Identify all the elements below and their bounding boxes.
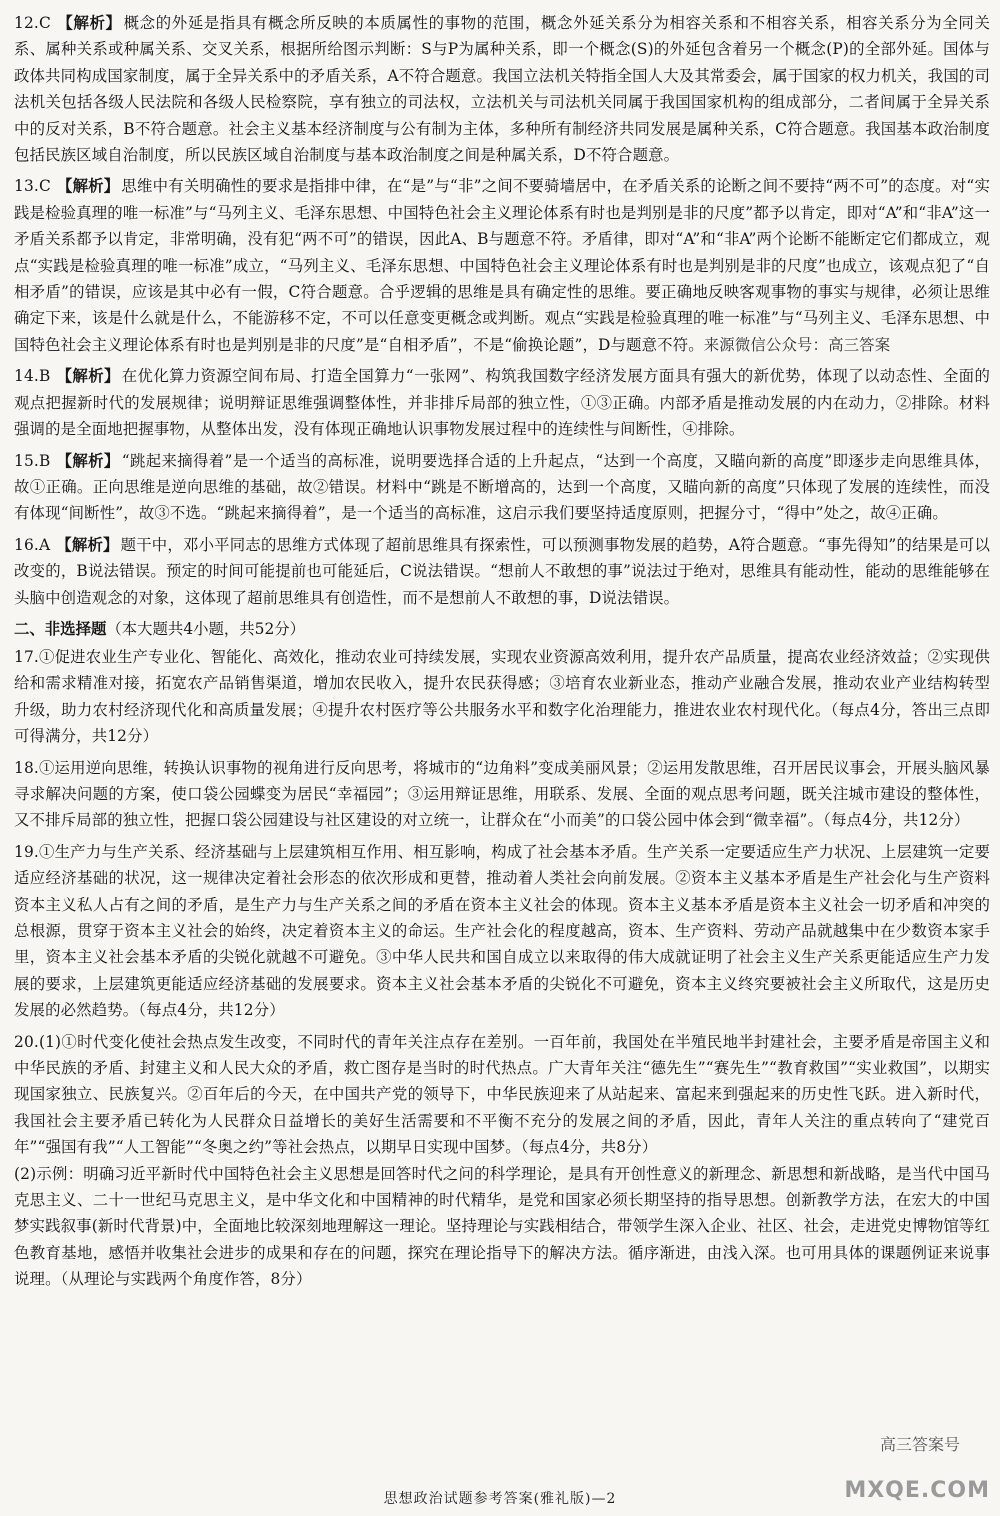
analysis-tag: 【解析】 bbox=[56, 177, 120, 196]
answer-paragraph bbox=[14, 1029, 990, 1161]
section-note: （本大题共4小题，共52分） bbox=[106, 619, 306, 638]
analysis-text: 题干中，邓小平同志的思维方式体现了超前思维具有探索性，可以预测事物发展的趋势，A符合题意。“事先得知”的结果是可以改变的，B说法错误。预定的时间可能提前也可能延后，C说法错误。“想前人不敢想的事”说法过于绝对，思维具有能动性，能动的思维能够在头脑中创造观念的对象，这体现了超前思维具有创造性，而不是想前人不敢想的事，D说法错误。 bbox=[14, 535, 990, 607]
analysis-tag: 【解析】 bbox=[56, 535, 119, 554]
answer-paragraph bbox=[14, 363, 990, 442]
answer-paragraph bbox=[14, 10, 990, 168]
answer-item-20 bbox=[14, 1029, 990, 1293]
question-number: 19. bbox=[14, 842, 39, 861]
analysis-text: 在优化算力资源空间布局、打造全国算力“一张网”、构筑我国数字经济发展方面具有强大的新优势，体现了以动态性、全面的观点把握新时代的发展规律；说明辩证思维强调整体性，并非排斥局部的独立性，①③正确。内部矛盾是推动发展的内在动力，②排除。材料强调的是全面地把握事物，从整体出发，没有体现正确地认识事物发展过程中的连续性与间断性，④排除。 bbox=[14, 367, 991, 439]
answer-item-13 bbox=[14, 173, 990, 358]
answer-item-18 bbox=[14, 755, 990, 834]
watermark-logo: MXQE.COM bbox=[844, 1478, 990, 1503]
analysis-text: 概念的外延是指具有概念所反映的本质属性的事物的范围，概念外延关系分为相容关系和不相容关系，相容关系分为全同关系、属种关系或种属关系、交叉关系，根据所给图示判断：S与P为属种关系，即一个概念(S)的外延包含着另一个概念(P)的全部外延。国体与政体共同构成国家制度，属于全异关系中的矛盾关系，A不符合题意。我国立法机关特指全国人大及其常委会，属于国家的权力机关，我国的司法机关包括各级人民法院和各级人民检察院，享有独立的司法权，立法机关与司法机关同属于我国国家机构的组成部分，二者间属于全异关系中的反对关系，B不符合题意。社会主义基本经济制度与公有制为主体，多种所有制经济共同发展是属种关系，C符合题意。我国基本政治制度包括民族区域自治制度，所以民族区域自治制度与基本政治制度之间是种属关系，D不符合题意。 bbox=[14, 14, 990, 165]
source-note: 来源微信公众号：高三答案 bbox=[703, 335, 891, 354]
answer-text: ①促进农业生产专业化、智能化、高效化，推动农业可持续发展，实现农业资源高效利用，提升农产品质量，提高农业经济效益；②实现供给和需求精准对接，拓宽农产品销售渠道，增加农民收入，提升农民获得感；③培育农业新业态，推动产业融合发展，推动农业产业结构转型升级，助力农村经济现代化和高质量发展；④提升农村医疗等公共服务水平和数字化治理能力，推进农业农村现代化。（每点4分，答出三点即可得满分，共12分） bbox=[14, 647, 990, 746]
answer-text: ①运用逆向思维，转换认识事物的视角进行反向思考，将城市的“边角料”变成美丽风景；②运用发散思维，召开居民议事会，开展头脑风暴寻求解决问题的方案，使口袋公园蝶变为居民“幸福园”；③运用辩证思维，用联系、发展、全面的观点思考问题，既关注城市建设的整体性，又不排斥局部的独立性，把握口袋公园建设与社区建设的对立统一，让群众在“小而美”的口袋公园中体会到“微幸福”。（每点4分，共12分） bbox=[14, 758, 990, 830]
answer-letter: C bbox=[38, 177, 51, 196]
answer-letter: C bbox=[38, 14, 51, 32]
answer-item-19 bbox=[14, 839, 990, 1024]
answer-paragraph-part2 bbox=[14, 1161, 990, 1293]
answer-letter: B bbox=[38, 451, 51, 470]
answer-item-16 bbox=[14, 532, 990, 611]
question-number: 15. bbox=[14, 451, 39, 470]
analysis-text: “跳起来摘得着”是一个适当的高标准，说明要选择合适的上升起点，“达到一个高度，又瞄向新的高度”即逐步走向思维具体，故①正确。正向思维是逆向思维的基础，故②错误。材料中“跳是不断增高的，达到一个高度，又瞄向新的高度”只体现了发展的连续性，而没有体现“间断性”，故③不选。“跳起来摘得着”，是一个适当的高标准，这启示我们要坚持适度原则，把握分寸，“得中”处之，故④正确。 bbox=[14, 451, 990, 523]
page-footer: 思想政治试题参考答案(雅礼版)—2 bbox=[383, 1491, 617, 1507]
answer-paragraph bbox=[14, 448, 990, 527]
answer-text: (1)①时代变化使社会热点发生改变，不同时代的青年关注点存在差别。一百年前，我国处在半殖民地半封建社会，主要矛盾是帝国主义和中华民族的矛盾、封建主义和人民大众的矛盾，救亡图存是当时的时代热点。广大青年关注“德先生”“赛先生”“教育救国”“实业救国”，以期实现国家独立、民族复兴。②百年后的今天，在中国共产党的领导下，中华民族迎来了从站起来、富起来到强起来的历史性飞跃。进入新时代，我国社会主要矛盾已转化为人民群众日益增长的美好生活需要和不平衡不充分的发展之间的矛盾，因此，青年人关注的重点转向了“建党百年”“强国有我”“人工智能”“冬奥之约”等社会热点，以期早日实现中国梦。（每点4分，共8分） bbox=[14, 1032, 990, 1157]
analysis-tag: 【解析】 bbox=[56, 451, 120, 470]
answer-item-15 bbox=[14, 448, 990, 527]
question-number: 16. bbox=[14, 535, 39, 554]
question-number: 18. bbox=[14, 758, 39, 777]
analysis-text: 思维中有关明确性的要求是指排中律，在“是”与“非”之间不要骑墙居中，在矛盾关系的论断之间不要持“两不可”的态度。对“实践是检验真理的唯一标准”与“马列主义、毛泽东思想、中国特色社会主义理论体系有时也是判别是非的尺度”都予以肯定，即对“A”和“非A”这一矛盾关系都予以肯定，非常明确，没有犯“两不可”的错误，因此A、B与题意不符。矛盾律，即对“A”和“非A”两个论断不能断定它们都成立，观点“实践是检验真理的唯一标准”成立，“马列主义、毛泽东思想、中国特色社会主义理论体系有时也是判别是非的尺度”也成立，该观点犯了“自相矛盾”的错误，应该是其中必有一假，C符合题意。合乎逻辑的思维是具有确定性的思维。要正确地反映客观事物的事实与规律，必须让思维确定下来，该是什么就是什么，不能游移不定，不可以任意变更概念或判断。观点“实践是检验真理的唯一标准”与“马列主义、毛泽东思想、中国特色社会主义理论体系有时也是判别是非的尺度”是“自相矛盾”，不是“偷换论题”，D与题意不符。 bbox=[14, 177, 990, 354]
watermark-text: 高三答案号 bbox=[879, 1435, 960, 1454]
answer-paragraph bbox=[14, 755, 990, 834]
answer-page bbox=[14, 10, 990, 1298]
question-number: 14. bbox=[14, 367, 39, 386]
section-title: 二、非选择题 bbox=[14, 619, 107, 638]
question-number: 12. bbox=[14, 14, 39, 32]
answer-item-17 bbox=[14, 644, 990, 750]
question-number: 20. bbox=[14, 1032, 39, 1051]
section-heading bbox=[14, 616, 990, 642]
answer-letter: A bbox=[38, 535, 51, 554]
analysis-tag: 【解析】 bbox=[56, 367, 120, 386]
answer-text: ①生产力与生产关系、经济基础与上层建筑相互作用、相互影响，构成了社会基本矛盾。生产关系一定要适应生产力状况、上层建筑一定要适应经济基础的状况，这一规律决定着社会形态的依次形成和更替，推动着人类社会向前发展。②资本主义基本矛盾是生产社会化与生产资料资本主义私人占有之间的矛盾，是生产力与生产关系之间的矛盾在资本主义社会的体现。资本主义基本矛盾是资本主义社会一切矛盾和冲突的总根源，贯穿于资本主义社会的始终，决定着资本主义的命运。生产社会化的程度越高，资本、生产资料、劳动产品就越集中在少数资本家手里，资本主义社会基本矛盾的尖锐化就越不可避免。③中华人民共和国自成立以来取得的伟大成就证明了社会主义生产关系更能适应生产力发展的要求，上层建筑更能适应经济基础的发展要求。资本主义社会基本矛盾的尖锐化不可避免，资本主义终究要被社会主义所取代，这是历史发展的必然趋势。（每点4分，共12分） bbox=[14, 842, 990, 1020]
question-number: 13. bbox=[14, 177, 39, 196]
answer-paragraph bbox=[14, 644, 990, 750]
answer-item-14 bbox=[14, 363, 990, 442]
answer-paragraph bbox=[14, 173, 990, 358]
answer-text: (2)示例：明确习近平新时代中国特色社会主义思想是回答时代之问的科学理论，是具有开创性意义的新理念、新思想和新战略，是当代中国马克思主义、二十一世纪马克思主义，是中华文化和中国精神的时代精华，是党和国家必须长期坚持的指导思想。创新教学方法，在宏大的中国梦实践叙事(新时代背景)中，全面地比较深刻地理解这一理论。坚持理论与实践相结合，带领学生深入企业、社区、社会，走进党史博物馆等红色教育基地，感悟并收集社会进步的成果和存在的问题，探究在理论指导下的解决方法。循序渐进，由浅入深。也可用具体的课题例证来说事说理。（从理论与实践两个角度作答，8分） bbox=[14, 1164, 990, 1289]
answer-paragraph bbox=[14, 839, 990, 1024]
analysis-tag: 【解析】 bbox=[56, 14, 122, 32]
answer-item-12 bbox=[14, 10, 990, 168]
question-number: 17. bbox=[14, 647, 39, 666]
answer-paragraph bbox=[14, 532, 990, 611]
answer-letter: B bbox=[38, 367, 51, 386]
